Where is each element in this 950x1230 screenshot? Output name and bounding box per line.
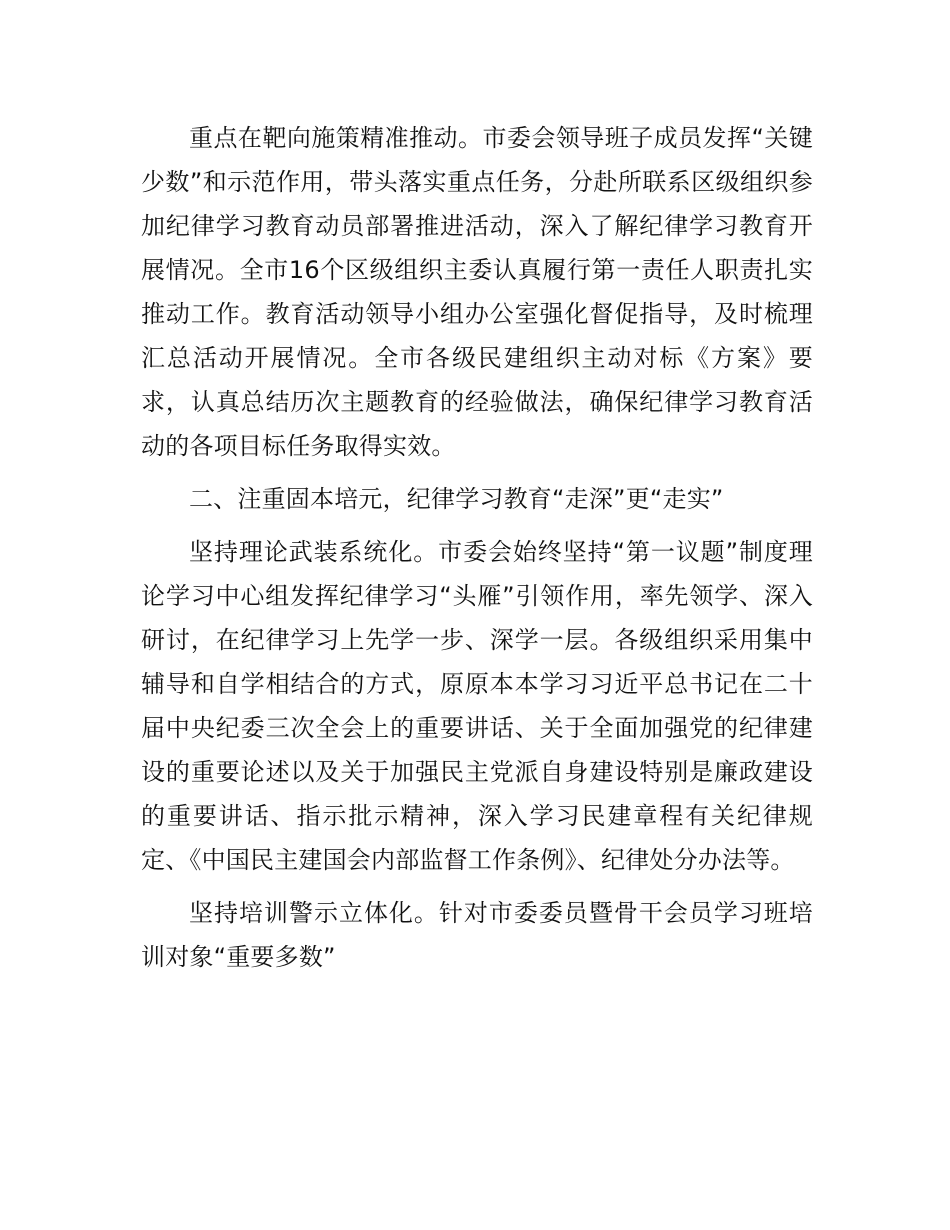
paragraph-theory-study: 坚持理论武装系统化。市委会始终坚持“第一议题”制度理论学习中心组发挥纪律学习“头雁”引领作用，率先领学、深入研讨，在纪律学习上先学一步、深学一层。各级组织采用集中辅导和自学相结合的方式，原原本本学习习近平总书记在二十届中央纪委三次全会上的重要讲话、关于全面加强党的纪律建设的重要论述以及关于加强民主党派自身建设特别是廉政建设的重要讲话、指示批示精神，深入学习民建章程有关纪律规定、《中国民主建国会内部监督工作条例》、纪律处分办法等。: [141, 538, 813, 874]
document-body: [141, 116, 813, 988]
section-heading-two: 二、注重固本培元，纪律学习教育“走深”更“走实”: [189, 485, 724, 513]
paragraph-training-warning: 坚持培训警示立体化。针对市委委员暨骨干会员学习班培训对象“重要多数”: [141, 899, 813, 971]
paragraph-targeted-implementation: 重点在靶向施策精准推动。市委会领导班子成员发挥“关键少数”和示范作用，带头落实重点任务，分赴所联系区级组织参加纪律学习教育动员部署推进活动，深入了解纪律学习教育开展情况。全市16个区级组织主委认真履行第一责任人职责扎实推动工作。教育活动领导小组办公室强化督促指导，及时梳理汇总活动开展情况。全市各级民建组织主动对标《方案》要求，认真总结历次主题教育的经验做法，确保纪律学习教育活动的各项目标任务取得实效。: [141, 124, 813, 460]
